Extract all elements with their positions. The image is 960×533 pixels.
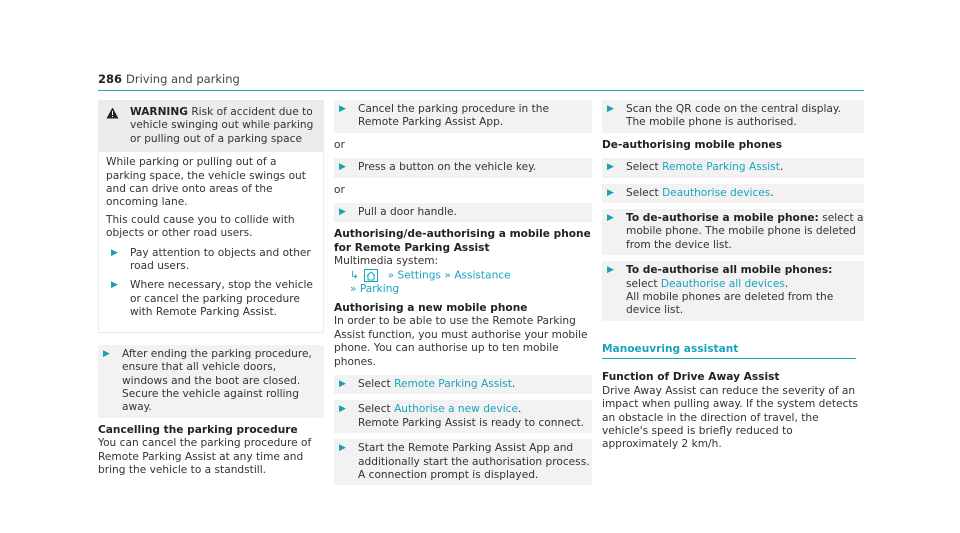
step-arrow-icon: ▶ — [339, 162, 346, 173]
menu-path-2 — [334, 283, 592, 296]
link-remote-parking-assist[interactable]: Remote Parking Assist — [662, 161, 780, 174]
chevron-icon: » — [444, 269, 451, 282]
step-arrow-icon: ▶ — [339, 379, 346, 389]
instruction-step: ▶ To de-authorise all mobile phones: select Deauthorise all devices. All mobile phones are deleted from the device list. — [602, 261, 864, 321]
warning-title — [120, 106, 315, 146]
warning-header — [99, 101, 323, 152]
page-header — [98, 73, 864, 91]
step-arrow-icon: ▶ — [339, 207, 346, 218]
warning-paragraph: This could cause you to collide with objects or other road users. — [106, 213, 295, 240]
or-text: or — [334, 138, 345, 151]
instruction-step: ▶ Scan the QR code on the central display. The mobile phone is authorised. — [602, 100, 864, 133]
step-arrow-icon: ▶ — [103, 348, 110, 359]
warning-step: ▶ Pay attention to objects and other road users. — [106, 247, 317, 274]
step-arrow-icon: ▶ — [111, 280, 118, 291]
auth-heading: Authorising/de-authorising a mobile phone for Remote Parking Assist — [334, 228, 591, 254]
new-phone-heading: Authorising a new mobile phone — [334, 301, 528, 314]
section-title: Driving and parking — [126, 72, 240, 86]
instruction-step: ▶ Pull a door handle. — [334, 203, 592, 222]
warning-box — [98, 100, 324, 333]
instruction-step: ▶ Press a button on the vehicle key. — [334, 158, 592, 177]
page-number: 286 — [98, 72, 123, 86]
warning-paragraph: While parking or pulling out of a parking space, the vehicle swings out and can drive onto areas of the oncoming lane. — [106, 156, 306, 209]
step-arrow-icon: ▶ — [607, 265, 614, 276]
deauth-heading: De-authorising mobile phones — [602, 138, 783, 151]
instruction-step: ▶ Select Authorise a new device. Remote Parking Assist is ready to connect. — [334, 400, 592, 433]
column-2 — [334, 100, 592, 491]
function-heading: Function of Drive Away Assist — [602, 371, 780, 384]
chevron-icon: » — [387, 269, 395, 282]
step-arrow-icon: ▶ — [339, 443, 346, 454]
cancel-text: You can cancel the parking procedure of Remote Parking Assist at any time and bring the vehicle to a standstill. — [98, 437, 312, 476]
column-3 — [602, 100, 864, 452]
menu-parking: Parking — [359, 282, 400, 295]
return-arrow-icon: ↳ — [350, 269, 359, 282]
warning-title-text: Risk of accident due to vehicle swinging out while parking or pulling out of a parking space — [130, 106, 314, 145]
function-text: Drive Away Assist can reduce the severity of an impact when pulling away. If the system detects an obstacle in the direction of travel, the vehicle's speed is briefly reduced to approximately 2 km/h. — [602, 384, 859, 451]
step-arrow-icon: ▶ — [607, 187, 614, 198]
menu-assistance: Assistance — [454, 269, 511, 282]
home-icon — [364, 269, 378, 282]
link-deauthorise-devices[interactable]: Deauthorise devices — [662, 186, 771, 199]
cancel-heading: Cancelling the parking procedure — [98, 423, 298, 436]
step-arrow-icon: ▶ — [607, 213, 614, 224]
or-text: or — [334, 183, 345, 196]
menu-settings: Settings — [397, 269, 441, 282]
instruction-step: ▶ After ending the parking procedure, ensure that all vehicle doors, windows and the boot are closed. Secure the vehicle against rolling away. — [98, 345, 324, 418]
link-authorise-new-device[interactable]: Authorise a new device — [394, 403, 518, 416]
step-arrow-icon: ▶ — [111, 247, 118, 258]
manoeuvring-assistant-title: Manoeuvring assistant — [602, 343, 856, 359]
new-phone-text: In order to be able to use the Remote Parking Assist function, you must authorise your mobile phone. You can authorise up to ten mobile phones. — [334, 315, 588, 368]
chevron-icon: » — [350, 282, 357, 295]
instruction-step: ▶ Select Remote Parking Assist. — [602, 158, 864, 177]
instruction-step: ▶ Select Deauthorise devices. — [602, 184, 864, 203]
instruction-step: ▶ Cancel the parking procedure in the Remote Parking Assist App. — [334, 100, 592, 133]
link-deauthorise-all-devices[interactable]: Deauthorise all devices — [660, 277, 785, 290]
step-arrow-icon: ▶ — [607, 162, 614, 173]
step-arrow-icon: ▶ — [339, 404, 346, 415]
instruction-step: ▶ Select Remote Parking Assist. — [334, 375, 592, 394]
warning-label: WARNING — [130, 106, 188, 118]
menu-path — [334, 269, 592, 283]
warning-triangle-icon — [106, 107, 120, 146]
warning-step: ▶ Where necessary, stop the vehicle or cancel the parking procedure with Remote Parking Assist. — [106, 279, 317, 319]
link-remote-parking-assist[interactable]: Remote Parking Assist — [394, 378, 512, 390]
step-arrow-icon: ▶ — [339, 104, 346, 114]
multimedia-label: Multimedia system: — [334, 255, 439, 268]
instruction-step: ▶ To de-authorise a mobile phone: select a mobile phone. The mobile phone is deleted from the device list. — [602, 209, 864, 255]
instruction-step: ▶ Start the Remote Parking Assist App and additionally start the authorisation process. A connection prompt is displayed. — [334, 439, 592, 485]
step-arrow-icon: ▶ — [607, 104, 614, 114]
column-1 — [98, 100, 324, 477]
